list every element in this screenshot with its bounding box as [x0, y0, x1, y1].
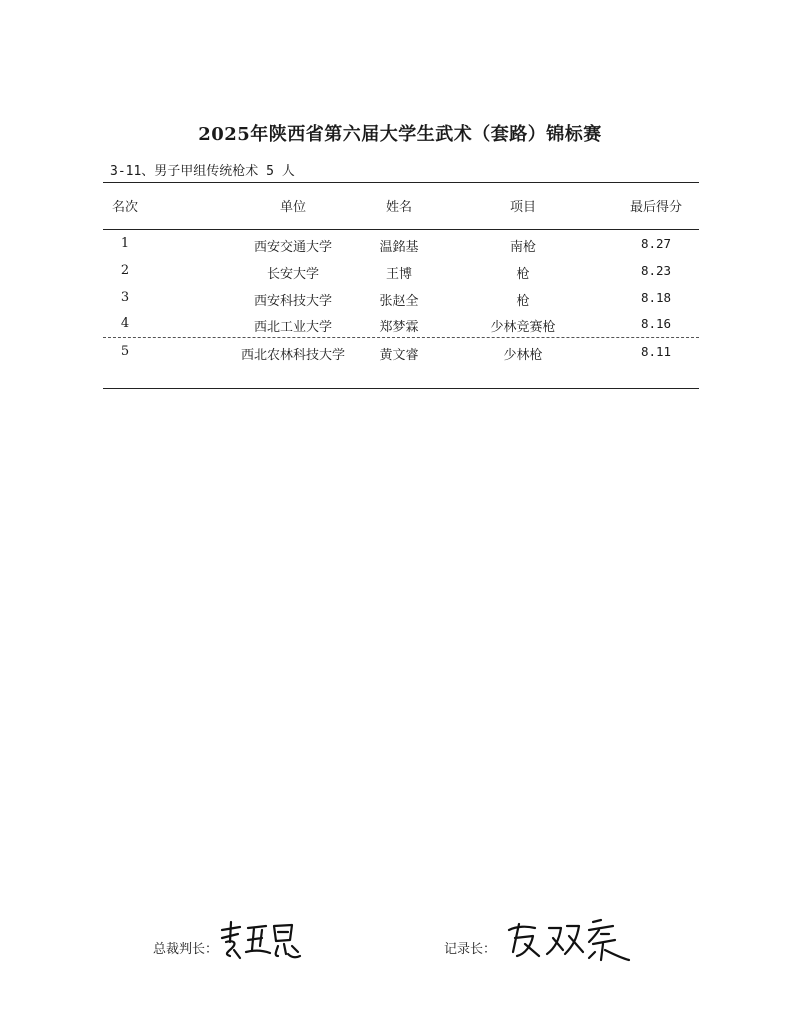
header-score: 最后得分 [629, 200, 682, 215]
name-cell: 王博 [385, 267, 412, 282]
recorder-label: 记录长： [444, 942, 497, 957]
page-title: 2025年陕西省第六届大学生武术（套路）锦标赛 [198, 124, 602, 145]
unit-cell: 西北农林科技大学 [240, 348, 345, 363]
score-cell: 8.18 [640, 290, 672, 305]
event-cell: 枪 [516, 267, 530, 282]
score-cell: 8.11 [640, 344, 672, 359]
unit-cell: 西北工业大学 [253, 320, 332, 335]
event-cell: 南枪 [509, 240, 536, 255]
header-rank: 名次 [111, 200, 138, 215]
name-cell: 温銘基 [379, 240, 419, 255]
score-cell: 8.27 [640, 236, 672, 251]
table-row [103, 316, 699, 342]
event-cell: 枪 [516, 294, 530, 309]
rank-cell: 5 [120, 344, 130, 359]
score-cell: 8.23 [640, 263, 672, 278]
header-unit: 单位 [279, 200, 306, 215]
name-cell: 郑梦霖 [379, 320, 419, 335]
table-row [103, 263, 699, 289]
table-header [103, 196, 699, 222]
recorder-signature [505, 916, 633, 964]
table-row [103, 290, 699, 316]
name-cell: 张赵全 [379, 294, 419, 309]
table-row [103, 344, 699, 370]
header-event: 项目 [509, 200, 536, 215]
event-cell: 少林枪 [503, 348, 543, 363]
unit-cell: 西安交通大学 [253, 240, 332, 255]
qualifier-dashed-rule [103, 337, 699, 338]
header-name: 姓名 [385, 200, 412, 215]
chief-referee-signature [218, 920, 304, 962]
table-bottom-rule [103, 388, 699, 389]
rank-cell: 3 [120, 290, 130, 305]
event-cell: 少林竞赛枪 [490, 320, 556, 335]
chief-referee-label: 总裁判长： [153, 942, 219, 957]
table-header-rule [103, 229, 699, 230]
unit-cell: 西安科技大学 [253, 294, 332, 309]
rank-cell: 4 [120, 316, 130, 331]
table-row [103, 236, 699, 262]
unit-cell: 长安大学 [266, 267, 319, 282]
score-cell: 8.16 [640, 316, 672, 331]
rank-cell: 1 [120, 236, 130, 251]
rank-cell: 2 [120, 263, 130, 278]
name-cell: 黄文睿 [379, 348, 419, 363]
event-subtitle: 3-11、男子甲组传统枪术 5 人 [110, 164, 295, 179]
table-top-rule [103, 182, 699, 183]
